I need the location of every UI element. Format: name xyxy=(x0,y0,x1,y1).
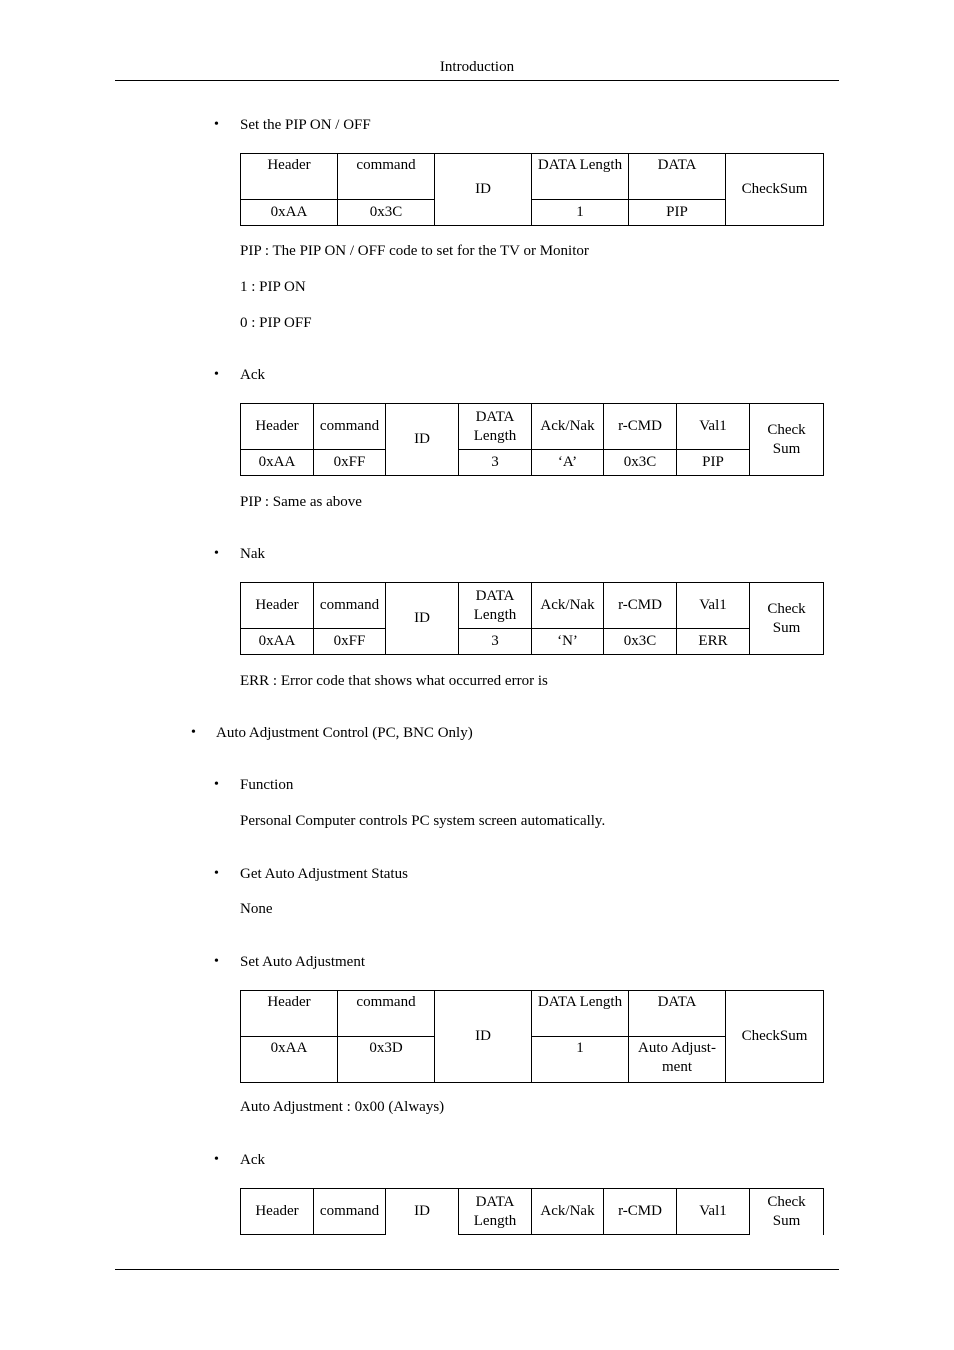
col-r-cmd: r-CMD xyxy=(604,583,677,629)
auto-ack-table xyxy=(240,1188,824,1235)
bullet-icon: • xyxy=(214,117,219,132)
ack-note: PIP : Same as above xyxy=(240,494,362,510)
col-ack-nak: Ack/Nak xyxy=(532,583,604,629)
nak-note: ERR : Error code that shows what occurred error is xyxy=(240,673,548,689)
footer-rule xyxy=(115,1269,839,1270)
col-id: ID xyxy=(386,1189,459,1235)
col-command: command xyxy=(338,154,435,200)
cell-ack-nak-value: ‘N’ xyxy=(532,629,604,655)
cell-r-cmd-value: 0x3C xyxy=(604,629,677,655)
bullet-icon: • xyxy=(214,866,219,881)
page-header-title: Introduction xyxy=(439,59,515,75)
col-val1: Val1 xyxy=(677,583,750,629)
col-header: Header xyxy=(241,991,338,1037)
col-ack-nak: Ack/Nak xyxy=(532,1189,604,1235)
cell-data-value: Auto Adjust-ment xyxy=(629,1037,726,1083)
cell-r-cmd-value: 0x3C xyxy=(604,450,677,476)
col-data-length: DATA Length xyxy=(532,991,629,1037)
bullet-icon: • xyxy=(214,777,219,792)
col-header: Header xyxy=(241,583,314,629)
col-data-length: DATA Length xyxy=(459,583,532,629)
pip-nak-table xyxy=(240,582,824,655)
col-data: DATA xyxy=(629,991,726,1037)
header-rule xyxy=(115,80,839,81)
cell-data-length-value: 3 xyxy=(459,450,532,476)
cell-command-value: 0x3D xyxy=(338,1037,435,1083)
col-id: ID xyxy=(386,583,459,655)
cell-header-value: 0xAA xyxy=(241,1037,338,1083)
col-command: command xyxy=(314,404,386,450)
pip-on-value: 1 : PIP ON xyxy=(240,279,306,295)
set-pip-table xyxy=(240,153,824,226)
ack-heading: Ack xyxy=(240,1152,265,1168)
col-header: Header xyxy=(241,404,314,450)
bullet-icon: • xyxy=(214,367,219,382)
auto-adjustment-section-heading: Auto Adjustment Control (PC, BNC Only) xyxy=(216,725,473,741)
col-ack-nak: Ack/Nak xyxy=(532,404,604,450)
function-description: Personal Computer controls PC system screen automatically. xyxy=(240,813,606,829)
col-val1: Val1 xyxy=(677,1189,750,1235)
col-checksum: Check Sum xyxy=(750,404,824,476)
bullet-icon: • xyxy=(191,725,196,740)
auto-adjustment-note: Auto Adjustment : 0x00 (Always) xyxy=(240,1099,445,1115)
col-header: Header xyxy=(241,154,338,200)
set-auto-adjustment-heading: Set Auto Adjustment xyxy=(240,954,366,970)
col-id: ID xyxy=(435,991,532,1083)
col-checksum: CheckSum xyxy=(726,991,824,1083)
col-checksum: CheckSum xyxy=(726,154,824,226)
col-checksum: Check Sum xyxy=(750,583,824,655)
col-id: ID xyxy=(386,404,459,476)
col-checksum: Check Sum xyxy=(750,1189,824,1235)
cell-data-length-value: 3 xyxy=(459,629,532,655)
col-command: command xyxy=(314,1189,386,1235)
cell-command-value: 0xFF xyxy=(314,629,386,655)
cell-data-value: PIP xyxy=(629,200,726,226)
bullet-icon: • xyxy=(214,546,219,561)
col-r-cmd: r-CMD xyxy=(604,404,677,450)
get-status-value: None xyxy=(240,901,273,917)
ack-heading: Ack xyxy=(240,367,265,383)
cell-header-value: 0xAA xyxy=(241,629,314,655)
cell-command-value: 0xFF xyxy=(314,450,386,476)
function-heading: Function xyxy=(240,777,294,793)
col-data-length: DATA Length xyxy=(532,154,629,200)
nak-heading: Nak xyxy=(240,546,265,562)
cell-val1-value: PIP xyxy=(677,450,750,476)
cell-val1-value: ERR xyxy=(677,629,750,655)
cell-data-length-value: 1 xyxy=(532,1037,629,1083)
get-status-heading: Get Auto Adjustment Status xyxy=(240,866,408,882)
col-command: command xyxy=(338,991,435,1037)
cell-ack-nak-value: ‘A’ xyxy=(532,450,604,476)
set-auto-adjustment-table xyxy=(240,990,824,1083)
cell-command-value: 0x3C xyxy=(338,200,435,226)
cell-data-length-value: 1 xyxy=(532,200,629,226)
col-data-length: DATA Length xyxy=(459,1189,532,1235)
bullet-icon: • xyxy=(214,1152,219,1167)
col-command: command xyxy=(314,583,386,629)
col-data-length: DATA Length xyxy=(459,404,532,450)
col-id: ID xyxy=(435,154,532,226)
cell-header-value: 0xAA xyxy=(241,200,338,226)
col-r-cmd: r-CMD xyxy=(604,1189,677,1235)
col-header: Header xyxy=(241,1189,314,1235)
col-data: DATA xyxy=(629,154,726,200)
pip-description: PIP : The PIP ON / OFF code to set for the TV or Monitor xyxy=(240,243,589,259)
pip-off-value: 0 : PIP OFF xyxy=(240,315,312,331)
cell-header-value: 0xAA xyxy=(241,450,314,476)
set-pip-heading: Set the PIP ON / OFF xyxy=(240,117,371,133)
col-val1: Val1 xyxy=(677,404,750,450)
pip-ack-table xyxy=(240,403,824,476)
bullet-icon: • xyxy=(214,954,219,969)
